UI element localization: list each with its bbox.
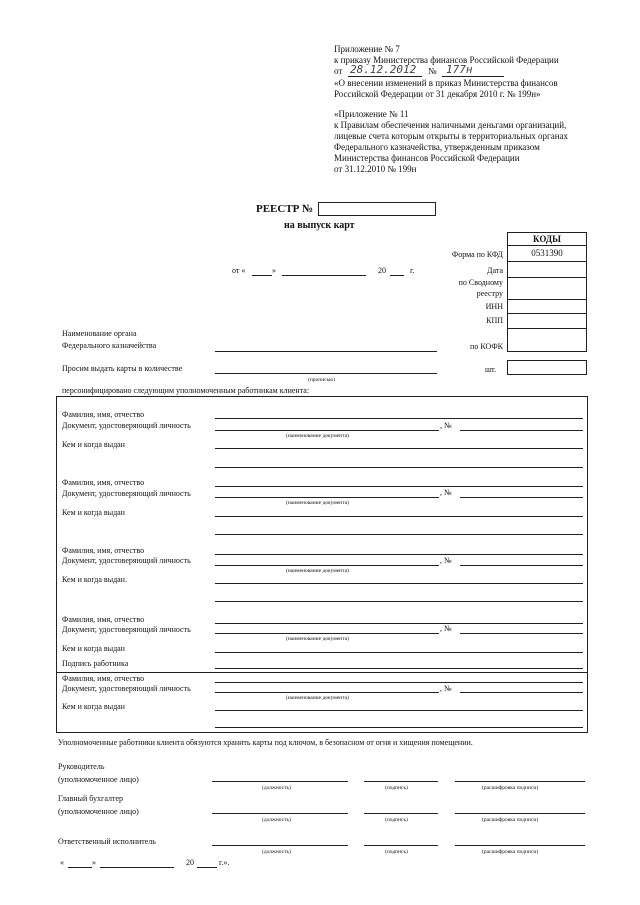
header-line: Министерства финансов Российской Федерации — [334, 153, 520, 163]
person-signature-field[interactable] — [215, 668, 583, 669]
accountant-decode-field[interactable] — [455, 813, 585, 814]
person-issued-label: Кем и когда выдан — [62, 702, 125, 711]
person-issued-label: Кем и когда выдан — [62, 508, 125, 517]
date-day-field[interactable] — [252, 275, 272, 276]
accountant-label: Главный бухгалтер (уполномоченное лицо) — [58, 794, 139, 816]
footer-month-field[interactable] — [100, 867, 174, 868]
person-doc-field[interactable] — [215, 692, 439, 693]
caption-decode: (расшифровка подписи) — [482, 785, 539, 791]
request-label: Просим выдать карты в количестве — [62, 364, 183, 373]
person-fio-field[interactable] — [215, 623, 583, 624]
person-fio-label: Фамилия, имя, отчество — [62, 410, 145, 419]
footer-date-close: » — [92, 858, 96, 867]
person-doc-label: Документ, удостоверяющий личность — [62, 684, 191, 693]
code-form-kfd: 0531390 — [507, 245, 587, 262]
date-month-field[interactable] — [282, 275, 366, 276]
person-signature-label: Подпись работника — [62, 659, 129, 668]
person-num-label: , № — [440, 684, 452, 693]
person-issued-label: Кем и когда выдан — [62, 440, 125, 449]
footer-day-field[interactable] — [68, 867, 92, 868]
person-fio-field[interactable] — [215, 418, 583, 419]
date-from: от « — [232, 266, 246, 275]
label-registry: по Сводному — [458, 278, 503, 287]
org-label: Наименование органа Федерального казначейства — [62, 329, 157, 350]
person-num-field[interactable] — [460, 692, 583, 693]
person-num-field[interactable] — [460, 565, 583, 566]
person-issued-field-2[interactable] — [215, 467, 583, 468]
person-doc-field[interactable] — [215, 430, 439, 431]
codes-header: КОДЫ — [507, 232, 587, 246]
caption-decode: (расшифровка подписи) — [482, 817, 539, 823]
header-line: от 31.12.2010 № 199н — [334, 164, 417, 174]
header-line: к приказу Министерства финансов Российской Федерации — [334, 55, 559, 65]
date-close: » — [272, 266, 276, 275]
head-decode-field[interactable] — [455, 781, 585, 782]
code-registry[interactable] — [507, 277, 587, 300]
label-date: Дата — [487, 266, 503, 275]
caption-sign: (подпись) — [385, 785, 408, 791]
person-num-label: , № — [440, 488, 452, 497]
date-year-prefix: 20 — [378, 266, 386, 275]
request-unit: шт. — [485, 365, 497, 374]
obligation-text: Уполномоченные работники клиента обязуются хранить карты под ключом, в безопасном от огня и хищения помещении. — [58, 738, 473, 747]
header-line: «О внесении изменений в приказ Министерства финансов — [334, 78, 558, 88]
executor-position-field[interactable] — [212, 845, 348, 846]
caption-position: (должность) — [262, 817, 291, 823]
header-line: Российской Федерации от 31 декабря 2010 г. № 199н» — [334, 89, 541, 99]
code-kpp[interactable] — [507, 313, 587, 329]
person-doc-caption: (наименование документа) — [286, 500, 349, 506]
person-doc-caption: (наименование документа) — [286, 433, 349, 439]
person-num-field[interactable] — [460, 497, 583, 498]
label-kofk: по КОФК — [470, 342, 503, 351]
person-doc-label: Документ, удостоверяющий личность — [62, 421, 191, 430]
appendix-header — [334, 44, 634, 175]
date-year-field[interactable] — [390, 275, 404, 276]
head-label: Руководитель (уполномоченное лицо) — [58, 762, 139, 784]
person-fio-field[interactable] — [215, 486, 583, 487]
executor-decode-field[interactable] — [455, 845, 585, 846]
label-inn: ИНН — [485, 302, 503, 311]
person-issued-field-1[interactable] — [215, 516, 583, 517]
person-issued-field-1[interactable] — [215, 710, 583, 711]
person-fio-label: Фамилия, имя, отчество — [62, 478, 145, 487]
label-kpp: КПП — [486, 316, 503, 325]
caption-position: (должность) — [262, 785, 291, 791]
person-issued-label: Кем и когда выдан — [62, 644, 125, 653]
person-doc-label: Документ, удостоверяющий личность — [62, 489, 191, 498]
person-doc-label: Документ, удостоверяющий личность — [62, 556, 191, 565]
request-quantity-field[interactable] — [215, 373, 437, 374]
person-doc-caption: (наименование документа) — [286, 695, 349, 701]
person-issued-field-1[interactable] — [215, 448, 583, 449]
accountant-position-field[interactable] — [212, 813, 348, 814]
footer-year-prefix: 20 — [186, 858, 194, 867]
registry-title: РЕЕСТР № — [256, 203, 314, 215]
header-line: Приложение № 7 — [334, 44, 400, 54]
registry-subtitle: на выпуск карт — [284, 220, 355, 231]
person-num-label: , № — [440, 421, 452, 430]
header-line: Федерального казначейства, утвержденным приказом — [334, 142, 540, 152]
footer-year-suffix: г.». — [219, 858, 230, 867]
executor-sign-field[interactable] — [364, 845, 438, 846]
label-form-kfd: Форма по КФД — [451, 250, 503, 259]
person-fio-label: Фамилия, имя, отчество — [62, 615, 145, 624]
executor-label: Ответственный исполнитель — [58, 837, 156, 846]
code-kofk[interactable] — [507, 328, 587, 352]
code-inn[interactable] — [507, 299, 587, 314]
person-num-field[interactable] — [460, 633, 583, 634]
person-doc-field[interactable] — [215, 497, 439, 498]
person-doc-label: Документ, удостоверяющий личность — [62, 625, 191, 634]
person-fio-label: Фамилия, имя, отчество — [62, 674, 145, 683]
request-caption: (прописью) — [308, 377, 336, 383]
org-field[interactable] — [215, 351, 437, 352]
handwritten-date: 28.12.2012 — [350, 63, 417, 76]
label-registry-2: реестру — [476, 289, 503, 298]
personified-text: персонифицировано следующим уполномоченным работникам клиента: — [62, 386, 310, 395]
request-count-field[interactable] — [507, 360, 587, 375]
person-num-label: , № — [440, 624, 452, 633]
caption-decode: (расшифровка подписи) — [482, 849, 539, 855]
code-date[interactable] — [507, 261, 587, 278]
header-date-line: от 28.12.2012 № 177н — [334, 66, 634, 78]
person-doc-field[interactable] — [215, 633, 439, 634]
caption-sign: (подпись) — [385, 849, 408, 855]
person-num-label: , № — [440, 556, 452, 565]
caption-sign: (подпись) — [385, 817, 408, 823]
person-issued-field-1[interactable] — [215, 652, 583, 653]
person-num-field[interactable] — [460, 430, 583, 431]
person-issued-field-1[interactable] — [215, 583, 583, 584]
person-issued-field-2[interactable] — [215, 534, 583, 535]
caption-position: (должность) — [262, 849, 291, 855]
person-issued-label: Кем и когда выдан. — [62, 575, 127, 584]
registry-number-field[interactable] — [318, 202, 436, 216]
person-doc-caption: (наименование документа) — [286, 568, 349, 574]
person-doc-caption: (наименование документа) — [286, 636, 349, 642]
header-line: к Правилам обеспечения наличными деньгами организаций, — [334, 120, 567, 130]
footer-date-open: « — [60, 858, 64, 867]
date-year-suffix: г. — [410, 266, 415, 275]
person-fio-field[interactable] — [215, 554, 583, 555]
person-issued-field-2[interactable] — [215, 727, 583, 728]
head-sign-field[interactable] — [364, 781, 438, 782]
header-line: «Приложение № 11 — [334, 109, 409, 119]
accountant-sign-field[interactable] — [364, 813, 438, 814]
person-block-divider — [56, 672, 588, 673]
person-issued-field-2[interactable] — [215, 601, 583, 602]
header-line: лицевые счета которым открыты в территориальных органах — [334, 131, 569, 141]
footer-year-field[interactable] — [197, 867, 217, 868]
person-fio-label: Фамилия, имя, отчество — [62, 546, 145, 555]
person-doc-field[interactable] — [215, 565, 439, 566]
handwritten-number: 177н — [446, 63, 473, 76]
person-fio-field[interactable] — [215, 682, 583, 683]
head-position-field[interactable] — [212, 781, 348, 782]
